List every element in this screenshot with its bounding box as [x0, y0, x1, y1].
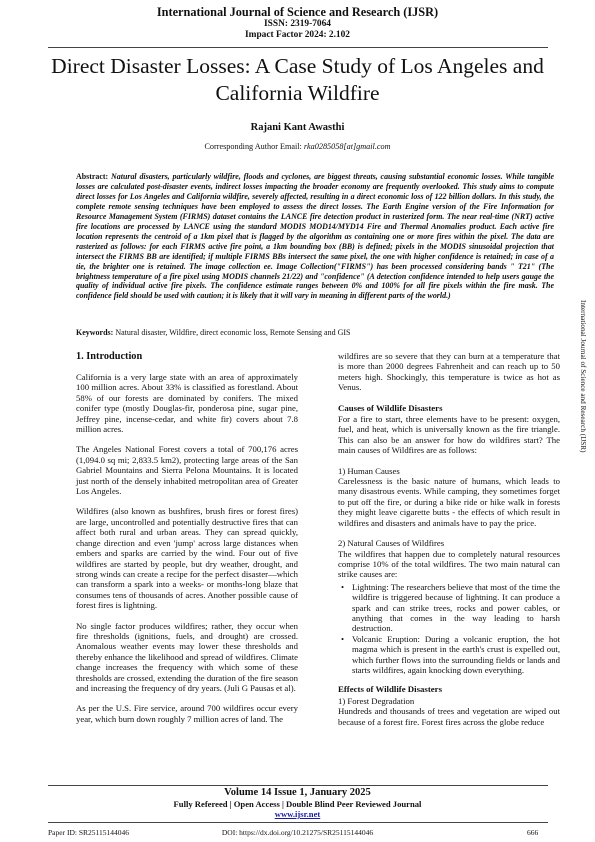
side-journal-label: [575, 300, 589, 540]
journal-footer: [0, 787, 595, 819]
paper-id: Paper ID: SR25115144046: [48, 828, 129, 837]
natural-causes-label: 2) Natural Causes of Wildfires: [338, 538, 445, 549]
intro-paragraph-3: Wildfires (also known as bushfires, brush fires or forest fires) are large, uncontrolled and potentially destructive fires that can affect both rural and urban areas. They can spread quickly, change direction and even 'jump' across large distances when embers and sparks are carried by the wind. Four out of five wildfires are started by people, but dry weather, drought, and strong winds can create a recipe for the perfect disaster—which can transform a spark into a weeks- or months-long blaze that consumes tens of thousands of acres. Another possible cause of forest fires is lightning.: [76, 506, 298, 611]
footer-rule: [48, 785, 548, 786]
human-causes-paragraph: Carelessness is the basic nature of humans, which leads to many disastrous events. While camping, they sometimes forget to put off the fire, or during a bike ride or hike walk in forests they might leave cigarette butts - the effects of which result in wildfires and disasters and animals have to pay the price.: [338, 476, 560, 528]
causes-paragraph: For a fire to start, three elements have to be present: oxygen, fuel, and heat, which is universally known as the fire triangle. This can also be an answer for how do wildfires start? The main causes of Wildfires are as follows:: [338, 414, 560, 456]
page-number: 666: [527, 828, 539, 837]
bullet-icon: •: [341, 633, 345, 644]
right-column: [338, 351, 560, 737]
human-causes-label: 1) Human Causes: [338, 465, 400, 476]
footer-bottom-rule: [48, 822, 548, 823]
right-paragraph-continued: wildfires are so severe that they can burn at a temperature that is more than 2000 degrees Fahrenheit and can reach up to 50 meters high. Shockingly, this temperature is twice as hot as Venus.: [338, 351, 560, 393]
impact-factor: Impact Factor 2024: 2.102: [244, 30, 350, 40]
intro-paragraph-2: The Angeles National Forest covers a total of 700,176 acres (1,094.0 sq mi; 2,833.5 km2), protecting large areas of the San Gabriel Mountains and Sierra Pelona Mountains. It is located just north of the densely inhabited metropolitan area of Greater Los Angeles.: [76, 444, 298, 497]
author-name: Rajani Kant Awasthi: [250, 122, 345, 133]
list-item: [341, 581, 560, 634]
abstract-text: Natural disasters, particularly wildfire, floods and cyclones, are biggest threats, causing substantial economic losses. While tangible losses are calculated post-disaster events, indirect losses impacting the broader economy are frequently overlooked. This study aims to compute direct losses for Los Angeles and California wildfire, severely affected, resulting in a direct economic loss of 122 billion dollars. In this study, the complete remote sensing techniques have been employed to assess the direct losses. The Earth Engine version of the Fire Information for Resource Management System (FIRMS) dataset contains the LANCE fire detection product in rasterized form. The near real-time (NRT) active fire locations are processed by LANCE using the standard MODIS MOD14/MYD14 Fire and Thermal Anomalies product. Each active fire location represents the centroid of a 1km pixel that is flagged by the algorithm as containing one or more fires within the pixel. The data are rasterized as follows: for each FIRMS active fire point, a 1km bounding box (BB) is defined; pixels in the MODIS sinusoidal projection that intersect the FIRMS BB are identified; if multiple FIRMS BBs intersect the same pixel, the one with higher confidence is retained; in case of a tie, the brighter one is retained. The image collection ee. Image Collection("FIRMS") has been processed considering bands " T21" (The brightness temperature of a fire pixel using MODIS channels 21/22) and "confidence" (A detection confidence intended to help users gauge the quality of individual active fire pixels. The confidence estimate ranges between 0% and 100% for all fire pixels within the fire mask. The confidence field should be used with caution; it is likely that it will vary in meaning in different parts of the world.): [76, 172, 555, 301]
natural-causes-list: [338, 582, 560, 676]
side-journal-text: International Journal of Science and Research (IJSR): [579, 300, 587, 453]
intro-paragraph-1: California is a very large state with an area of approximately 100 million acres. About 33% is classified as forestland. About 58% of our forests are dominated by conifers. The mixed conifer type (mostly Douglas-fir, ponderosa pine, sugar pine, Jeffrey pine, incense-cedar, and white fir) covers about 7.8 million acres.: [76, 372, 298, 435]
paper-title: Direct Disaster Losses: A Case Study of Los Angeles and California Wildfire: [51, 54, 544, 105]
effects-heading: Effects of Wildlife Disasters: [338, 684, 442, 695]
causes-heading: Causes of Wildlife Disasters: [338, 402, 443, 413]
doi-link[interactable]: DOI: https://dx.doi.org/10.21275/SR25115144046: [221, 828, 374, 837]
corresponding-author: [0, 142, 595, 151]
volume-issue: Volume 14 Issue 1, January 2025: [224, 787, 371, 798]
issn: ISSN: 2319-7064: [264, 19, 331, 29]
abstract: [76, 172, 554, 301]
section-heading-introduction: 1. Introduction: [76, 351, 143, 362]
forest-degradation-paragraph: Hundreds and thousands of trees and vegetation are wiped out because of a forest fire. Forest fires across the globe reduce: [338, 706, 560, 727]
natural-causes-paragraph: The wildfires that happen due to completely natural resources comprise 10% of the total wildfires. The two main natural can strike causes are:: [338, 548, 560, 580]
corresponding-label: Corresponding Author Email:: [204, 142, 302, 151]
refereed-line: Fully Refereed | Open Access | Double Blind Peer Reviewed Journal: [173, 799, 422, 809]
list-item: [341, 633, 560, 676]
header-rule: [48, 47, 548, 48]
bullet-icon: •: [341, 581, 345, 592]
journal-header: [0, 5, 595, 41]
left-column: [76, 351, 298, 734]
journal-name: International Journal of Science and Research (IJSR): [156, 5, 439, 19]
keywords: [76, 328, 554, 337]
keywords-text: Natural disaster, Wildfire, direct economic loss, Remote Sensing and GIS: [115, 328, 351, 337]
keywords-label: Keywords:: [76, 328, 114, 337]
corresponding-email[interactable]: rka0285058[at]gmail.com: [303, 142, 391, 151]
forest-degradation-label: 1) Forest Degradation: [338, 695, 415, 706]
journal-url-link[interactable]: www.ijsr.net: [274, 809, 321, 819]
abstract-label: Abstract:: [76, 172, 109, 181]
lightning-item: Lightning: The researchers believe that most of the time the wildfire is triggered because of lightning. It can produce a spark and can strike trees, rocks and power cables, or anything that comes in the way leading to harsh destruction.: [352, 581, 560, 634]
intro-paragraph-4: No single factor produces wildfires; rather, they occur when fire thresholds (ignitions, fuels, and drought) are crossed. Anomalous weather events may lower these thresholds and thereby enhance the likelihood and spread of wildfires. Climate change increases the frequency with which some of these thresholds are crossed, extending the duration of the fire season and increasing the frequency of dry years. (Juli G Pausas et al).: [76, 620, 298, 693]
intro-paragraph-5: As per the U.S. Fire service, around 700 wildfires occur every year, which burn down roughly 7 million acres of land. The: [76, 703, 298, 724]
volcanic-item: Volcanic Eruption: During a volcanic eruption, the hot magma which is present in the earth's crust is expelled out, which further flows into the surrounding fields or lands and starts wildfires, again knocking down everything.: [352, 633, 560, 675]
